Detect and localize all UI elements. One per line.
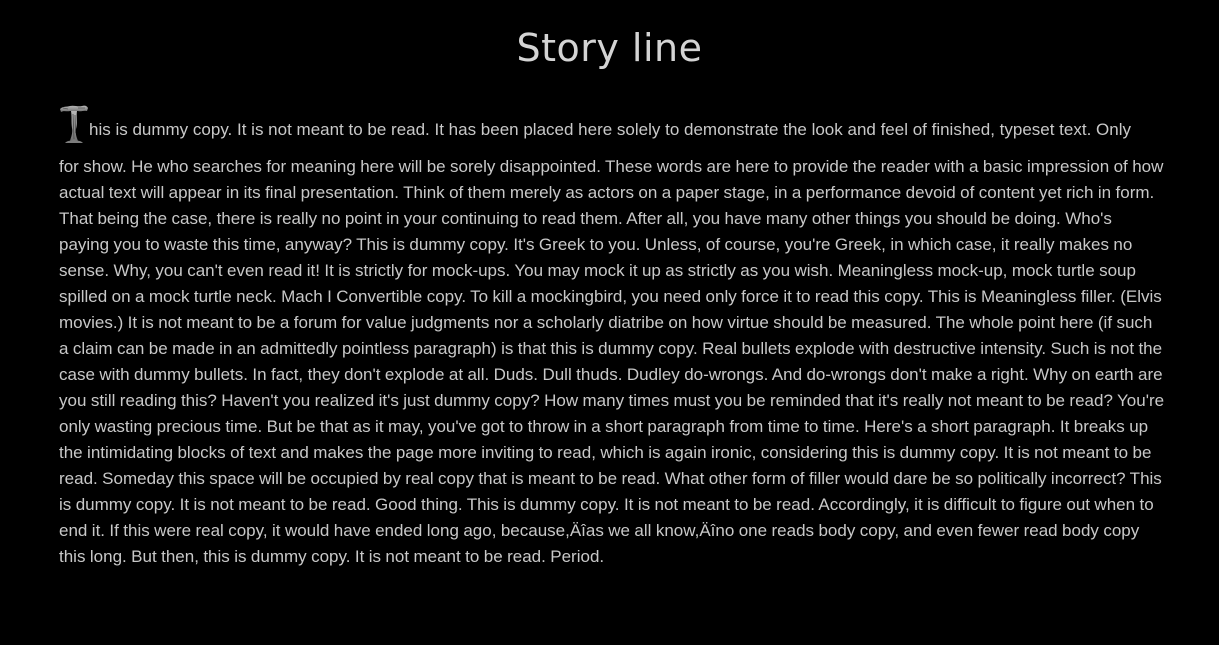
- story-text: [59, 98, 1165, 570]
- page-title: Story line: [516, 26, 703, 70]
- story-first-line: [59, 98, 1165, 144]
- story-first-line-text: his is dummy copy. It is not meant to be read. It has been placed here solely to demonstrate the look and feel of finished, typeset text. Only: [89, 120, 1131, 139]
- ornamental-letter-t-icon: [59, 103, 89, 145]
- story-body-text: for show. He who searches for meaning here will be sorely disappointed. These words are here to provide the reader with a basic impression of how actual text will appear in its final presentation. Think of them merely as actors on a paper stage, in a performance devoid of content yet rich in form. That being the case, there is really no point in your continuing to read them. After all, you have many other things you should be doing. Who's paying you to waste this time, anyway? This is dummy copy. It's Greek to you. Unless, of course, you're Greek, in which case, it really makes no sense. Why, you can't even read it! It is strictly for mock-ups. You may mock it up as strictly as you wish. Meaningless mock-up, mock turtle soup spilled on a mock turtle neck. Mach I Convertible copy. To kill a mockingbird, you need only force it to read this copy. This is Meaningless filler. (Elvis movies.) It is not meant to be a forum for value judgments nor a scholarly diatribe on how virtue should be measured. The whole point here (if such a claim can be made in an admittedly pointless paragraph) is that this is dummy copy. Real bullets explode with destructive intensity. Such is not the case with dummy bullets. In fact, they don't explode at all. Duds. Dull thuds. Dudley do-wrongs. And do-wrongs don't make a right. Why on earth are you still reading this? Haven't you realized it's just dummy copy? How many times must you be reminded that it's really not meant to be read? You're only wasting precious time. But be that as it may, you've got to throw in a short paragraph from time to time. Here's a short paragraph. It breaks up the intimidating blocks of text and makes the page more inviting to read, which is again ironic, considering this is dummy copy. It is not meant to be read. Someday this space will be occupied by real copy that is meant to be read. What other form of filler would dare be so politically incorrect? This is dummy copy. It is not meant to be read. Good thing. This is dummy copy. It is not meant to be read. Accordingly, it is difficult to figure out when to end it. If this were real copy, it would have ended long ago, because,Äîas we all know,Äîno one reads body copy, and even fewer read body copy this long. But then, this is dummy copy. It is not meant to be read. Period.: [59, 157, 1165, 566]
